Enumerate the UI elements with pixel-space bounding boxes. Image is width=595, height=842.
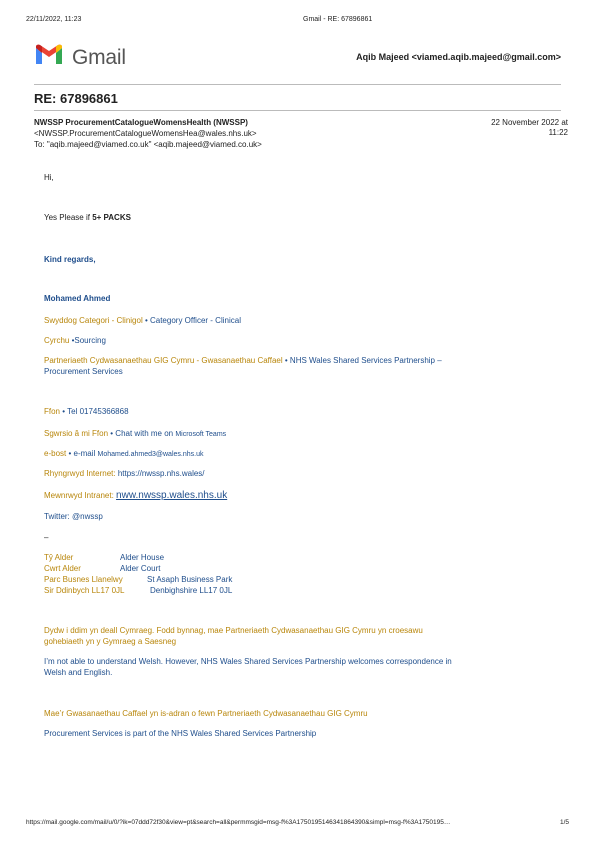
email-link[interactable]: Mohamed.ahmed3@wales.nhs.uk: [97, 451, 204, 458]
welsh-notice-line2: gohebiaeth yn y Gymraeg a Saesneg: [44, 637, 177, 646]
address-row: [44, 563, 232, 574]
internet-line: [44, 469, 205, 478]
sign-off: Kind regards,: [44, 255, 96, 264]
print-url: https://mail.google.com/mail/u/0/?ik=07ddd72f30&view=pt&search=all&permmsgid=msg-f%3A1750195146341864390&simpl=msg-f%3A1750195…: [26, 819, 451, 826]
phone-cy: Ffon: [44, 407, 61, 416]
job-title-en: • Category Officer - Clinical: [144, 316, 241, 325]
english-notice-line1: I’m not able to understand Welsh. However, NHS Wales Shared Services Partnership welcomes correspondence in: [44, 657, 452, 666]
sender-email: <NWSSP.ProcurementCatalogueWomensHea@wales.nhs.uk>: [34, 129, 257, 138]
print-datetime: 22/11/2022, 11:23: [26, 16, 82, 23]
reply-text: Yes Please if: [44, 213, 93, 222]
address-en: Denbighshire LL17 0JL: [150, 586, 233, 595]
page-number: 1/5: [559, 819, 569, 826]
greeting: Hi,: [44, 173, 54, 182]
account-label: Aqib Majeed <viamed.aqib.majeed@gmail.com>: [356, 52, 561, 62]
subject-divider: [34, 110, 561, 111]
organisation: [44, 356, 442, 365]
department-cy: Cyrchu: [44, 336, 70, 345]
address-cy: Sir Ddinbych LL17 0JL: [44, 586, 125, 595]
department: [44, 336, 106, 345]
job-title: [44, 316, 241, 325]
address-en: Alder House: [120, 553, 165, 562]
address-cy: Tŷ Alder: [44, 553, 74, 562]
address-row: [44, 585, 232, 596]
message-date-line1: 22 November 2022 at: [491, 118, 568, 127]
message-date: [488, 118, 568, 138]
address-block: [44, 552, 232, 596]
address-cy: Cwrt Alder: [44, 564, 81, 573]
address-en: Alder Court: [120, 564, 161, 573]
english-notice-line2: Welsh and English.: [44, 668, 113, 677]
division-notice-en: Procurement Services is part of the NHS Wales Shared Services Partnership: [44, 729, 317, 738]
gmail-logo-icon: [34, 44, 64, 71]
twitter-handle[interactable]: Twitter: @nwssp: [44, 512, 103, 521]
address-row: [44, 574, 232, 585]
gmail-brand[interactable]: [34, 44, 126, 71]
header-divider: [34, 84, 561, 85]
thread-subject: RE: 67896861: [34, 91, 118, 106]
email-line: [44, 449, 203, 458]
address-cy: Parc Busnes Llanelwy: [44, 575, 123, 584]
organisation-cy: Partneriaeth Cydwasanaethau GIG Cymru - Gwasanaethau Caffael: [44, 356, 283, 365]
intranet-link[interactable]: nww.nwssp.wales.nhs.uk: [116, 490, 228, 501]
phone-en: • Tel 01745366868: [62, 407, 129, 416]
intranet-line: [44, 490, 227, 501]
job-title-cy: Swyddog Categori - Clinigol: [44, 316, 143, 325]
print-title: Gmail - RE: 67896861: [303, 16, 373, 23]
recipient: To: "aqib.majeed@viamed.co.uk" <aqib.majeed@viamed.co.uk>: [34, 140, 262, 149]
welsh-notice-line1: Dydw i ddim yn deall Cymraeg. Fodd bynnag, mae Partneriaeth Cydwasanaethau GIG Cymru yn croesawu: [44, 626, 423, 635]
gmail-wordmark: Gmail: [72, 45, 126, 69]
chat-en: • Chat with me on: [110, 429, 174, 438]
address-row: [44, 552, 232, 563]
message-date-line2: 11:22: [548, 128, 568, 137]
organisation-en-cont: Procurement Services: [44, 367, 123, 376]
organisation-en: • NHS Wales Shared Services Partnership –: [284, 356, 442, 365]
reply-line: [44, 213, 131, 222]
reply-emphasis: 5+ PACKS: [92, 213, 131, 222]
teams-link[interactable]: Microsoft Teams: [175, 431, 227, 438]
email-en: • e-mail: [68, 449, 96, 458]
email-cy: e-bost: [44, 449, 67, 458]
signer-name: Mohamed Ahmed: [44, 294, 111, 303]
separator-dash: –: [44, 533, 49, 542]
division-notice-cy: Mae’r Gwasanaethau Caffael yn is-adran o fewn Partneriaeth Cydwasanaethau GIG Cymru: [44, 709, 368, 718]
internet-link[interactable]: https://nwssp.nhs.wales/: [117, 469, 205, 478]
intranet-label: Mewnrwyd Intranet:: [44, 491, 117, 500]
sender-name: NWSSP ProcurementCatalogueWomensHealth (NWSSP): [34, 118, 248, 127]
address-en: St Asaph Business Park: [147, 575, 233, 584]
internet-label: Rhyngrwyd Internet:: [44, 469, 118, 478]
department-en: •Sourcing: [71, 336, 106, 345]
phone-line: [44, 407, 129, 416]
chat-cy: Sgwrsio â mi Ffon: [44, 429, 109, 438]
chat-line: [44, 429, 226, 438]
